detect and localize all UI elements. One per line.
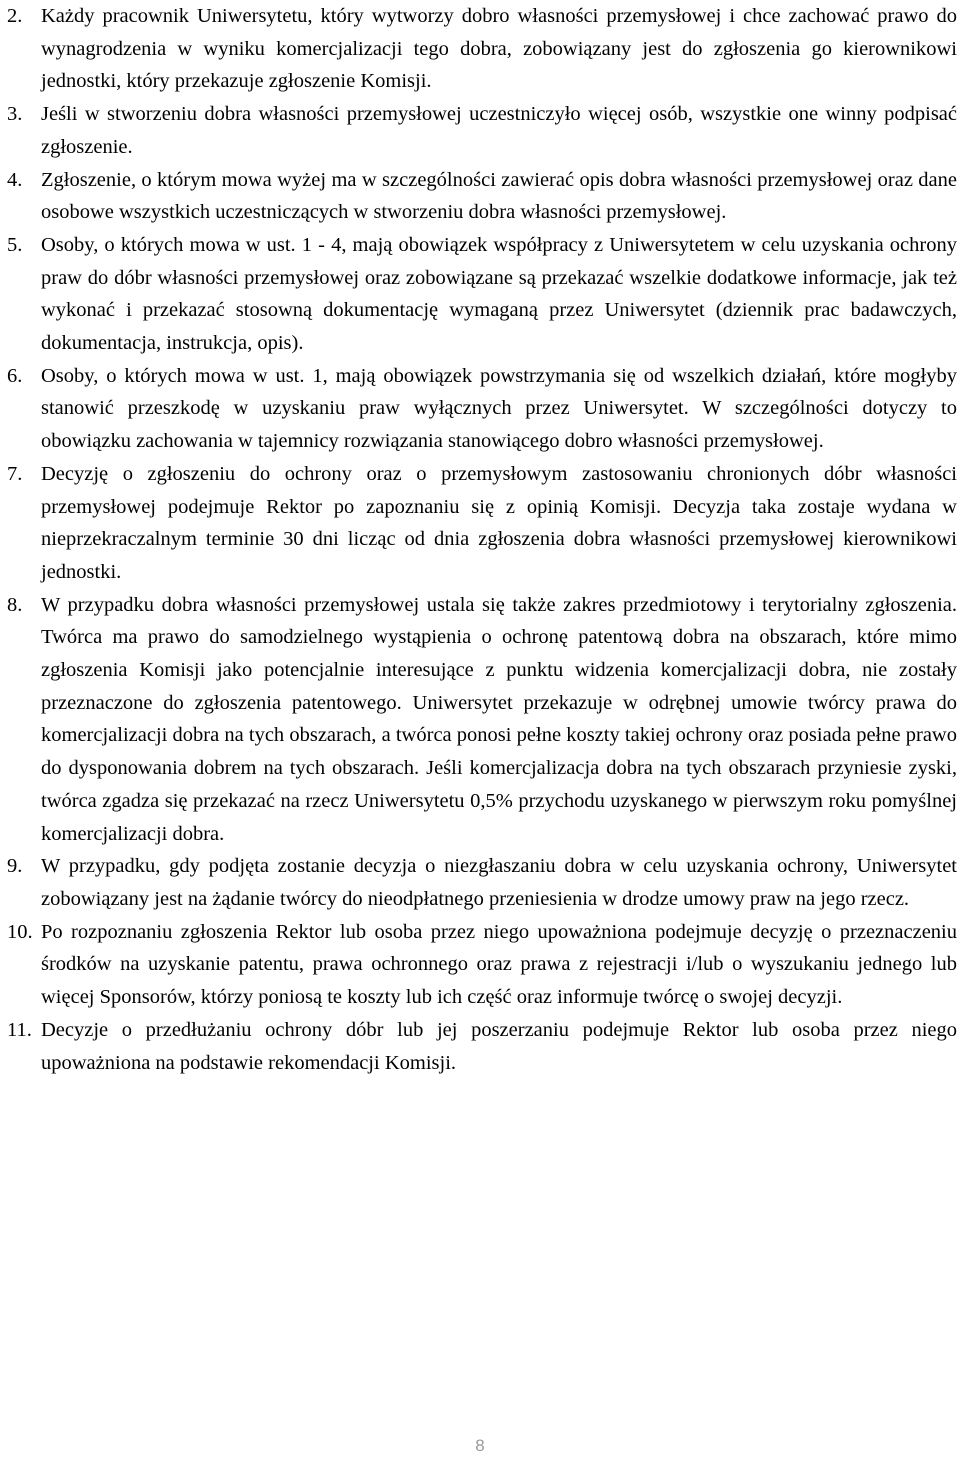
item-text: Każdy pracownik Uniwersytetu, który wytworzy dobro własności przemysłowej i chce zachować prawo do wynagrodzenia w wyniku komercjalizacji tego dobra, zobowiązany jest do zgłoszenia go kierownikowi jednostki, który przekazuje zgłoszenie Komisji. (41, 5, 957, 93)
item-number: 11. (7, 1018, 32, 1041)
item-text: Decyzje o przedłużaniu ochrony dóbr lub jej poszerzaniu podejmuje Rektor lub osoba przez niego upoważniona na podstawie rekomendacji Komisji. (41, 1018, 957, 1074)
item-text: W przypadku dobra własności przemysłowej ustala się także zakres przedmiotowy i terytorialny zgłoszenia. Twórca ma prawo do samodzielnego wystąpienia o ochronę patentową dobra na obszarach, które mimo zgłoszenia Komisji jako potencjalnie interesujące z punktu widzenia komercjalizacji dobra, nie zostały przeznaczone do zgłoszenia patentowego. Uniwersytet przekazuje w odrębnej umowie twórcy prawa do komercjalizacji dobra na tych obszarach, a twórca ponosi pełne koszty takiej ochrony oraz posiada pełne prawo do dysponowania dobrem na tych obszarach. Jeśli komercjalizacja dobra na tych obszarach przyniesie zyski, twórca zgadza się przekazać na rzecz Uniwersytetu 0,5% przychodu uzyskanego w pierwszym roku pomyślnej komercjalizacji dobra. (41, 593, 957, 845)
list-item (7, 1014, 957, 1079)
item-text: W przypadku, gdy podjęta zostanie decyzja o niezgłaszaniu dobra w celu uzyskania ochrony, Uniwersytet zobowiązany jest na żądanie twórcy do nieodpłatnego przeniesienia w drodze umowy praw na jego rzecz. (41, 855, 957, 910)
list-item (7, 98, 957, 163)
list-item (7, 0, 957, 98)
item-text: Osoby, o których mowa w ust. 1 - 4, mają obowiązek współpracy z Uniwersytetem w celu uzyskania ochrony praw do dóbr własności przemysłowej oraz zobowiązane są przekazać wszelkie dodatkowe informacje, jak też wykonać i przekazać stosowną dokumentację wymaganą przez Uniwersytet (dziennik prac badawczych, dokumentacja, instrukcja, opis). (41, 233, 957, 355)
item-number: 9. (7, 855, 23, 878)
list-item (7, 360, 957, 458)
item-text: Jeśli w stworzeniu dobra własności przemysłowej uczestniczyło więcej osób, wszystkie one winny podpisać zgłoszenie. (41, 103, 957, 158)
list-item (7, 458, 957, 589)
item-number: 10. (7, 920, 33, 943)
item-text: Osoby, o których mowa w ust. 1, mają obowiązek powstrzymania się od wszelkich działań, które mogłyby stanowić przeszkodę w uzyskaniu praw wyłącznych przez Uniwersytet. W szczególności dotyczy to obowiązku zachowania w tajemnicy rozwiązania stanowiącego dobro własności przemysłowej. (41, 364, 957, 453)
item-number: 6. (7, 364, 23, 387)
numbered-list (7, 0, 957, 1079)
list-item (7, 164, 957, 229)
item-text: Decyzję o zgłoszeniu do ochrony oraz o przemysłowym zastosowaniu chronionych dóbr własności przemysłowej podejmuje Rektor po zapoznaniu się z opinią Komisji. Decyzja taka zostaje wydana w nieprzekraczalnym terminie 30 dni licząc od dnia zgłoszenia dobra własności przemysłowej kierownikowi jednostki. (41, 462, 957, 583)
item-number: 3. (7, 103, 23, 126)
item-text: Po rozpoznaniu zgłoszenia Rektor lub osoba przez niego upoważniona podejmuje decyzję o przeznaczeniu środków na uzyskanie patentu, prawa ochronnego oraz prawa z rejestracji i/lub o wyszukaniu jednego lub więcej Sponsorów, którzy poniosą te koszty lub ich część oraz informuje twórcę o swojej decyzji. (41, 920, 957, 1009)
item-number: 2. (7, 5, 23, 27)
item-number: 8. (7, 593, 23, 616)
list-item (7, 916, 957, 1014)
item-number: 4. (7, 168, 23, 191)
list-item (7, 850, 957, 915)
list-item (7, 229, 957, 360)
page-number: 8 (475, 1436, 485, 1455)
item-number: 7. (7, 462, 23, 485)
item-text: Zgłoszenie, o którym mowa wyżej ma w szczególności zawierać opis dobra własności przemysłowej oraz dane osobowe wszystkich uczestniczących w stworzeniu dobra własności przemysłowej. (41, 168, 957, 224)
list-item (7, 589, 957, 851)
item-number: 5. (7, 233, 23, 256)
